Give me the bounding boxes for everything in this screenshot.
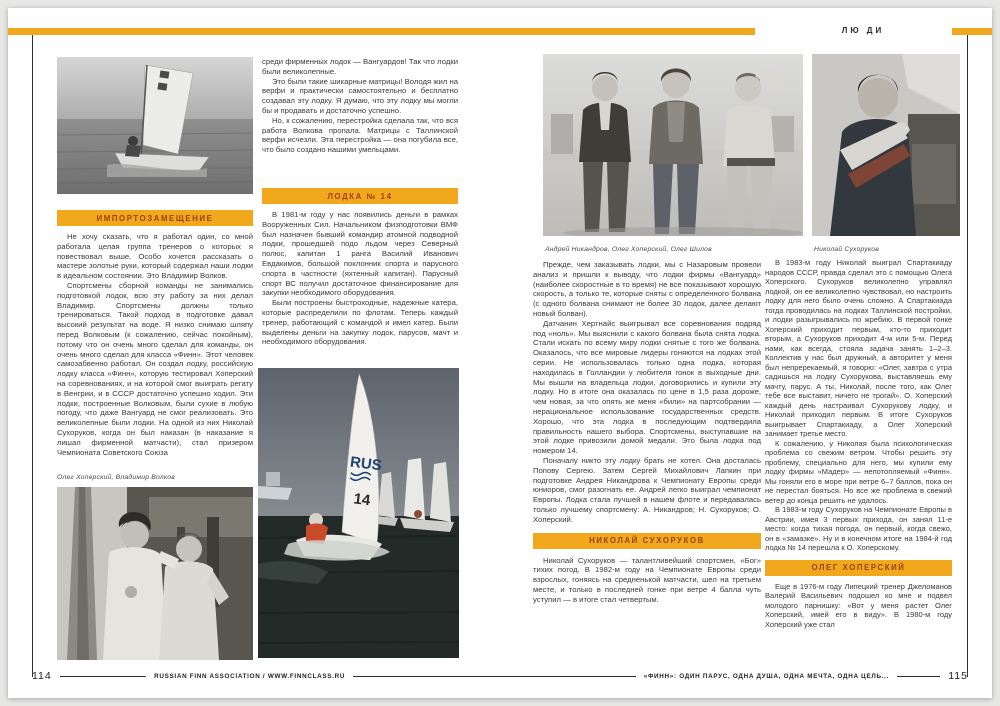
photo-caption-khoperskiy-volkov: Олег Хоперский, Владимир Волков bbox=[57, 474, 175, 481]
paragraph: Николай Сухоруков — талантливейший спортсмен, «Бог» тихих погод. В 1982-м году на Чемпионате Европы среди взрослых, гоняясь на средненькой матчасти, шел на третьем месте, и только в последней гонке при ветре 4 балла чуть уступил — в итоге стал четвертым. bbox=[533, 555, 761, 604]
section-header-lodka-14 bbox=[262, 188, 458, 204]
photo-caption-group: Андрей Никандров, Олег Хоперский, Олег Шилов bbox=[545, 246, 712, 253]
paragraph: В 1981-м году у нас появились деньги в рамках Вооруженных Сил. Начальником физподготовки ВМФ был назначен бывший командир атомной подводной лодки, прошедшей подо льдом через Северный полюс, капитан 1 ранга Василий Иванович Евдакимов, большой поклонник спорта и парусного спорта в частности (яхтенный капитан). Парусный спорт ВС получил достаточное финансирование для закупки необходимого оборудования. bbox=[262, 210, 458, 298]
left-page-border-rule bbox=[32, 35, 33, 677]
left-column-2-text bbox=[262, 210, 458, 365]
footer-rule bbox=[897, 676, 940, 677]
paragraph: Спортсмены сборной команды не занимались подготовкой лодок, всю эту работу за них делал Владимир. Спортсмены должны только тренироваться. Такой подход в подготовке давал высокий результат на воде. Я низко снимаю шляпу перед Волковым (к сожалению, сейчас покойным), потому что он очень много сделал для команды, он очень много сделал для класса «Финн». Этот человек самозабвенно работал. Он создал лодку, российскую лодку класса «Финн», которую тестировал Хоперский на соревнованиях, и на которой смог выиграть регату в Венгрии, и в СССР достаточно успешно ходил. Эти лодки, построенные Волковым, были сухие в любую погоду, что даже Вангуард не смог реализовать. Это великолепные были лодки. На одной из них Николай Сухоруков, когда он был наказан (в наказание я лишал фирменной матчасти), стал призером Чемпионата Советского Союза bbox=[57, 280, 253, 457]
magazine-spread bbox=[8, 8, 992, 698]
top-accent-bar-right bbox=[952, 28, 992, 35]
paragraph: Еще в 1976-м году Липецкий тренер Джеломанов Валерий Васильевич подошел ко мне и подвел молодого парнишку: «Вот у меня растет Олег Хоперский, имей его в виду». В 1980-м году Хоперский уже стал bbox=[765, 581, 952, 629]
paragraph: Были построены быстроходные, надежные катера, которые распределили по флотам. Теперь каждый тренер, работающий с командой и имел катер. Были выделены деньги на закупку лодок, парусов, мачт и необходимого оборудования. bbox=[262, 298, 458, 347]
right-page-border-rule bbox=[967, 35, 968, 677]
paragraph: Но, к сожалению, перестройка сделала так, что вся работа Волкова пропала. Матрицы с Таллинской верфи исчезли. Эта перестройка — она погубила все, что было создано нашими умельцами. bbox=[262, 115, 458, 155]
paragraph: Датчанин Хертнайс выигрывал все соревнования подряд под «ноль». Мы выяснили с какого болвана была снята лодка. Стали искать по всему миру лодки снятые с того же болвана. Оказалось, что все мировые лидеры гоняются на лодках этой серии. Не использовалась только одна лодка, которая находилась в Голландии у любителя гонок в выходные дни. Мы вышли на владельца лодки, договорились и купили эту лодку. Но в итоге она оказалась по цене в 1,5 раза дороже, чем новая, за что опять же меня «били» на партсобрании — нерациональное использование государственных средств. Хорошо, что эта лодка в последующим подтвердила правильность нашего выбора. Спортсмены, выступавшие на этой лодке привозили домой медали. Это была лодка под номером 14. bbox=[533, 318, 761, 456]
paragraph: Это были такие шикарные матрицы! Володя жил на верфи и практически самостоятельно и бесплатно создавал эту лодку. Я думаю, что эту лодку мы могли бы и продавать и достаточно успешно. bbox=[262, 76, 458, 115]
paragraph: В 1983-м году Сухоруков на Чемпионате Европы в Австрии, имея 3 первых прихода, он занял 11-е место: когда тихая погода, он первый, когда свежо, он в «замазке». Ну и в конечном итоге на 1984-й год лодка № 14 перешла к О. Хоперскому. bbox=[765, 505, 952, 552]
two-men-bw-photo bbox=[57, 487, 253, 660]
sail-country-code: RUS bbox=[349, 453, 383, 475]
section-header-importozameshenie bbox=[57, 210, 253, 226]
right-column-1 bbox=[533, 260, 761, 665]
paragraph: Прежде, чем заказывать лодки, мы с Назаровым провели анализ и пришли к выводу, что лодки фирмы «Вангуард» (наиболее скоростные в то время) не все показывают хорошую скорость, а только те, которые сняты с определенного болвана (с одного болвана снимают не более 30 лодок, далее делают новый болван). bbox=[533, 260, 761, 318]
paragraph: среди фирменных лодок — Вангуардов! Так что лодки были великолепные. bbox=[262, 57, 458, 76]
sail-number: 14 bbox=[352, 490, 372, 510]
section-header-label: ОЛЕГ ХОПЕРСКИЙ bbox=[811, 563, 906, 572]
section-header-label: НИКОЛАЙ СУХОРУКОВ bbox=[589, 536, 705, 546]
footer-rule bbox=[353, 676, 636, 677]
section-header-label: ЛОДКА № 14 bbox=[327, 191, 393, 201]
section-header-label: ИМПОРТОЗАМЕЩЕНИЕ bbox=[96, 213, 214, 223]
finn-dinghy-bw-photo bbox=[57, 57, 253, 194]
finn-race-color-photo bbox=[258, 368, 459, 658]
paragraph: В 1983-м году Николай выиграл Спартакиаду народов СССР, правда сделал это с помощью Олега Хоперского. Сухоруков великолепно управлял лодкой, он ее великолепно чувствовал, но настроить лодку для него было очень сложно. А Спартакиада тогда проводилась на лодках Таллинской постройки, и лодки разыгрывались по жребию. В первой гонке Хоперский приходит первым, кто-то приходит вторым, а Сухоруков приходит 4-м или 5-м. Перед нами, как всегда, стояла задача занять 1–2–3. Коллектив у нас был дружный, а авторитет у меня был непререкаемый, я говорю: «Олег, завтра с утра садишься на лодку Сухорукова, выставляешь ему мачту, парус. А ты, Николай, после того, как Олег тебе все выставит, ничего не трогай». О. Хоперский каждый день настраивал Сухорукову лодку, и Николай приходил первым. В итоге Сухоруков выигрывает Спартакиаду, а Олег Хоперский занимает третье место. bbox=[765, 258, 952, 438]
section-label: ЛЮ ДИ bbox=[841, 26, 885, 35]
section-header-sukhorukov bbox=[533, 533, 761, 549]
footer-motto-text: «ФИНН»: ОДИН ПАРУС, ОДНА ДУША, ОДНА МЕЧТА, ОДНА ЦЕЛЬ... bbox=[643, 672, 890, 680]
page-number-left: 114 bbox=[32, 670, 52, 682]
paragraph: К сожалению, у Николая была психологическая проблема со свежим ветром. Чтобы решить эту проблему, специально для него, мы купили ему лодку фирмы «Мадер» — непотопляемый «Финн». Мы гоняли его в море при ветре 6–7 баллов, пока он не перестал бояться. Но все же проблема в свежий ветер до конца решить не удалось. bbox=[765, 438, 952, 505]
sukhorukov-portrait-bw-photo bbox=[812, 54, 960, 236]
top-accent-bar-left bbox=[8, 28, 755, 35]
footer-association-text: RUSSIAN FINN ASSOCIATION / WWW.FINNCLASS.RU bbox=[154, 672, 346, 680]
footer-rule bbox=[60, 676, 146, 677]
three-men-bw-photo bbox=[543, 54, 803, 236]
right-column-2 bbox=[765, 258, 952, 666]
left-column-1-text bbox=[57, 232, 253, 472]
footer-band bbox=[32, 670, 968, 682]
photo-caption-sukhorukov: Николай Сухоруков bbox=[814, 246, 880, 253]
left-column-2-intro-text bbox=[262, 57, 458, 155]
paragraph: Поначалу никто эту лодку брать не хотел. Она досталась Попову Сергею. Затем Сергей Михайлович Лапкин при подготовке Андрея Никандрова к Чемпионату Европы среди юниоров, смог разогнать ее. Андрей легко выиграл чемпионат Европы. Лодка стала лучшей в нашем флоте и передавалась только лучшему спортсмену: А. Никандров; Н. Сухоруков; О. Хоперский. bbox=[533, 455, 761, 524]
paragraph: Не хочу сказать, что я работал один, со мной работала целая группа тренеров о которых я повествовал выше. Особо хочется рассказать о мастере золотые руки, который содержал наши лодки в идеальном состоянии. Это Владимир Волков. bbox=[57, 232, 253, 281]
section-header-khoperskiy bbox=[765, 560, 952, 576]
page-number-right: 115 bbox=[948, 670, 968, 682]
